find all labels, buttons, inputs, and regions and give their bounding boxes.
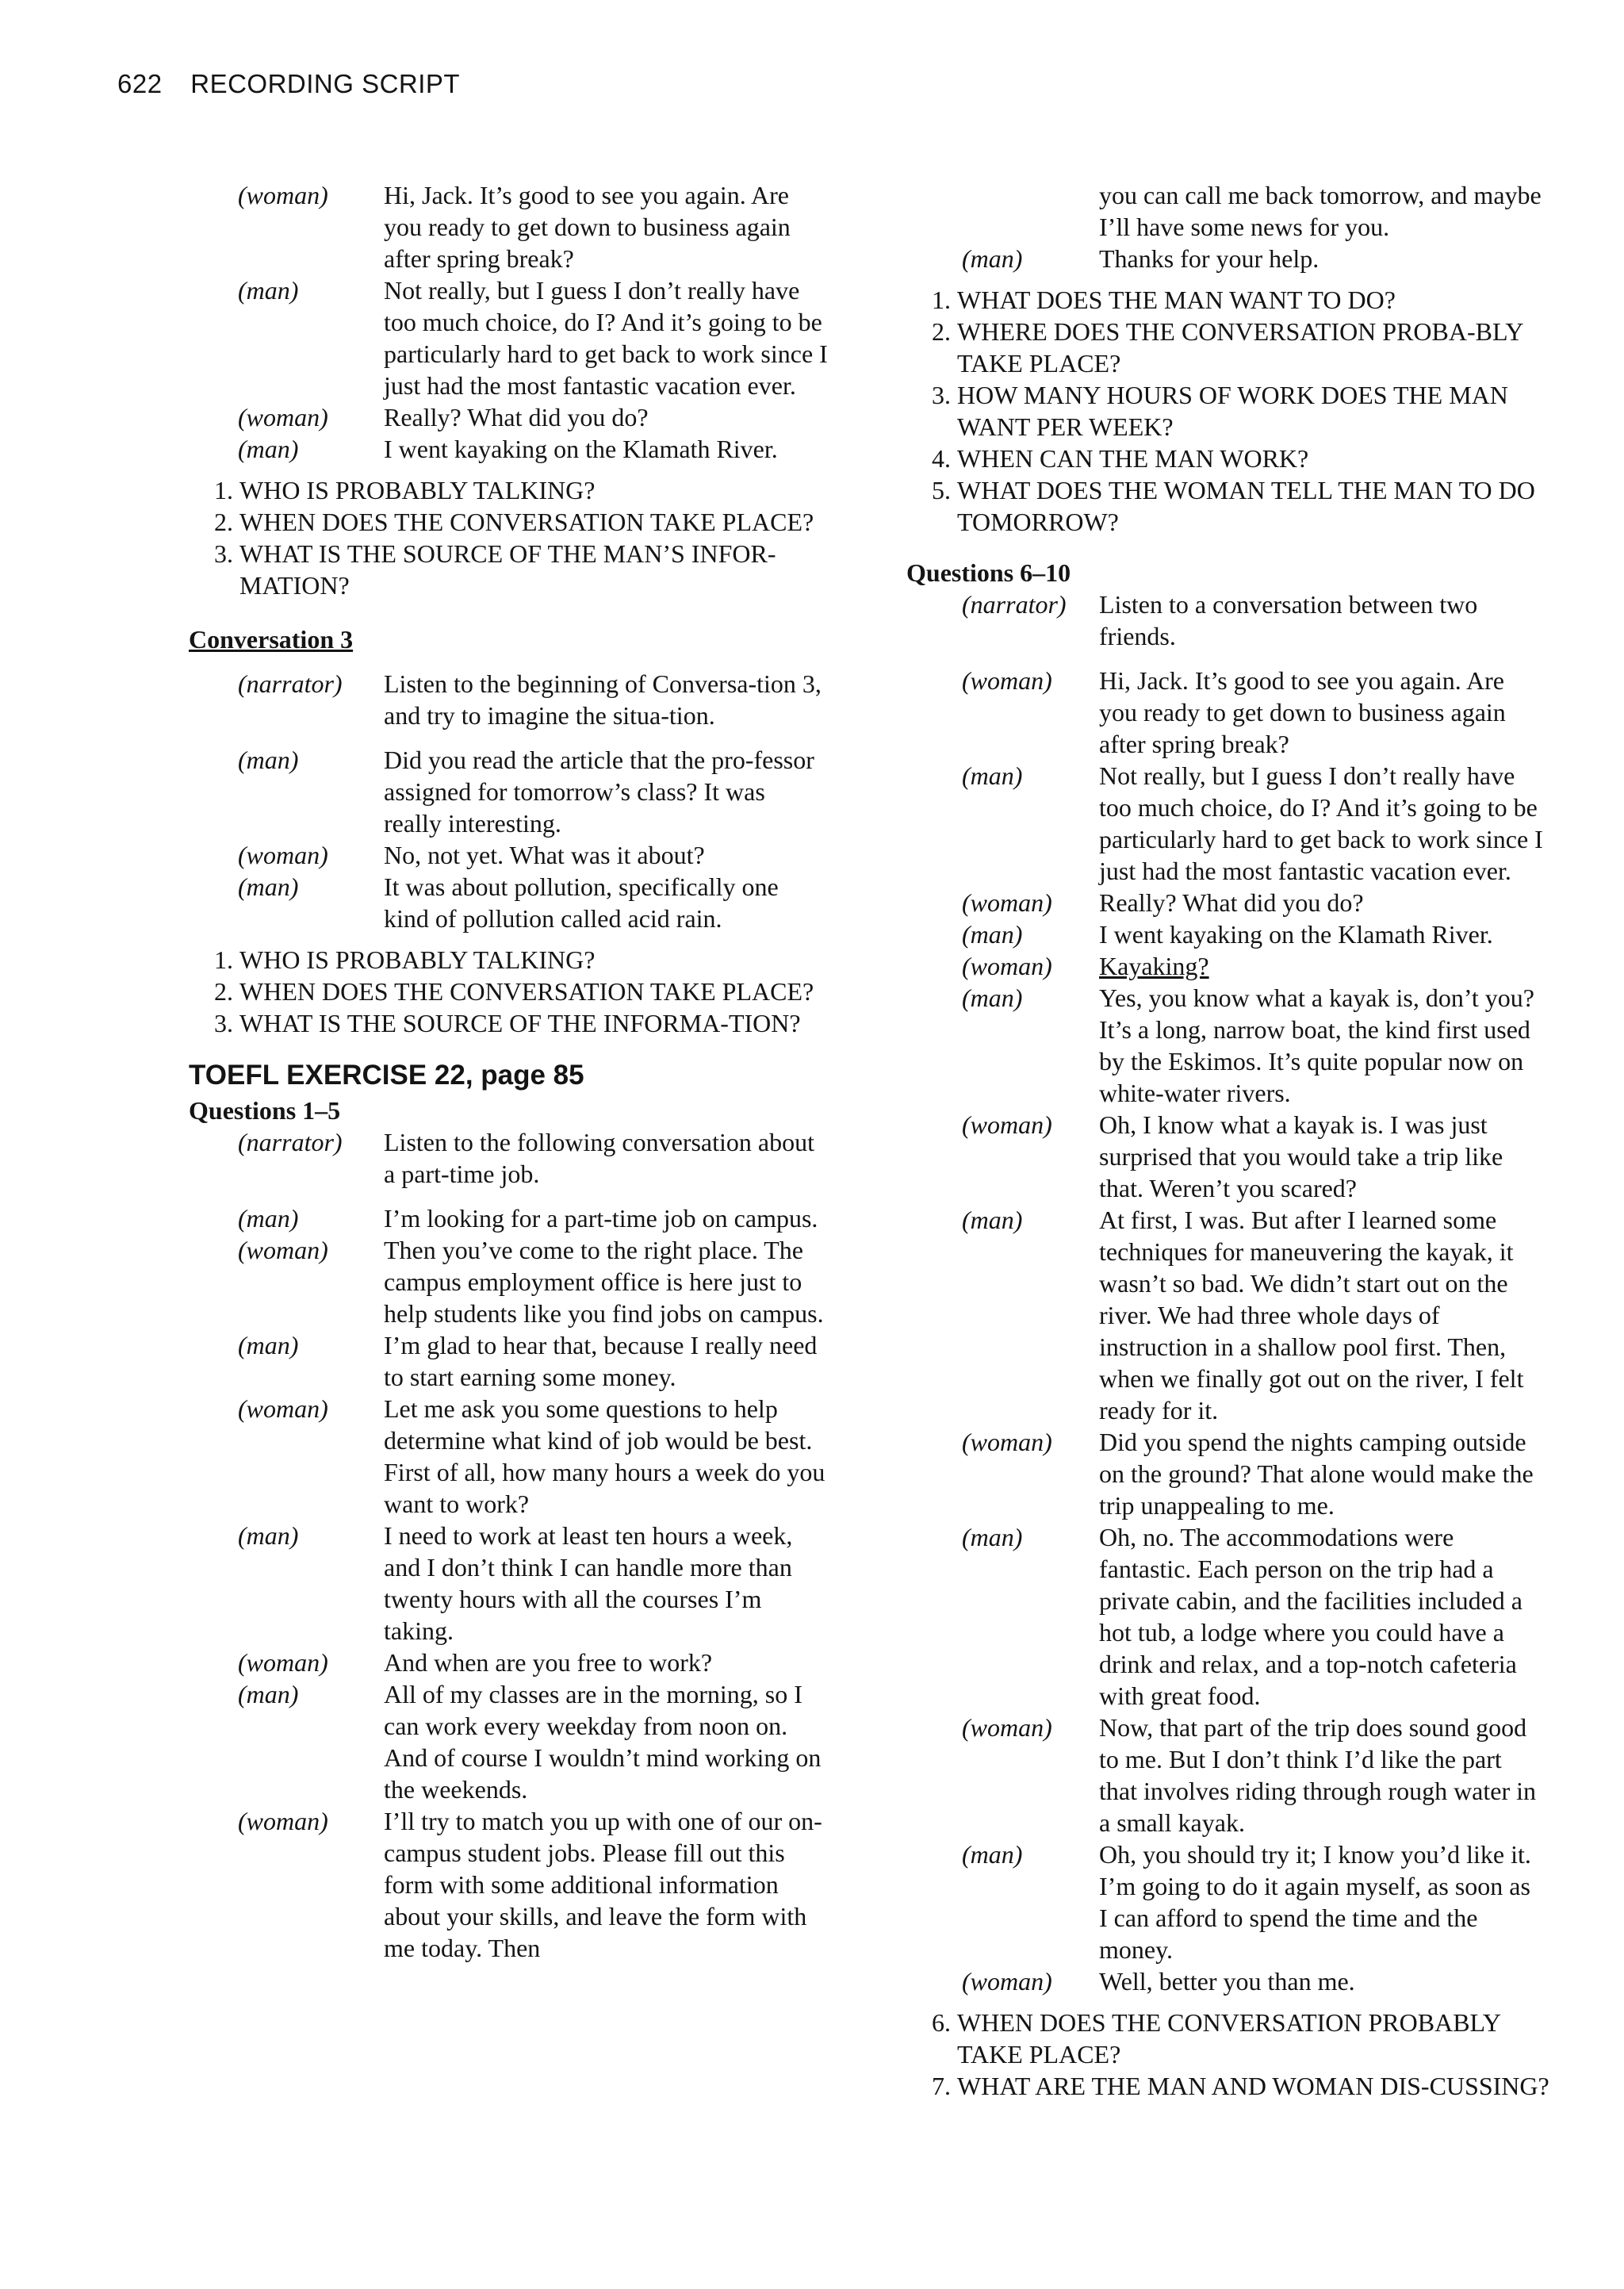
question-text: WHAT IS THE SOURCE OF THE INFORMA-TION? — [239, 1009, 801, 1037]
dialogue-line — [189, 668, 871, 731]
question-number: 3. — [214, 539, 233, 568]
page-number: 622 — [117, 69, 163, 98]
dialogue-text: Listen to a conversation between two friends. — [1099, 590, 1478, 650]
dialogue-line — [189, 1678, 871, 1805]
speaker-label: (man) — [238, 435, 299, 463]
dialogue-line — [189, 1647, 871, 1678]
dialogue-text: Kayaking? — [1099, 952, 1209, 980]
question-text: WHERE DOES THE CONVERSATION PROBA-BLY TAKE PLACE? — [957, 317, 1523, 378]
questions-1-5-list — [906, 284, 1588, 538]
speaker-label: (woman) — [962, 1110, 1052, 1139]
question-number: 7. — [932, 2072, 951, 2100]
dialogue-text: All of my classes are in the morning, so I can work every weekday from noon on. And of course I wouldn’t mind working on the weekends. — [384, 1680, 822, 1804]
speaker-label: (woman) — [962, 1967, 1052, 1996]
right-column — [906, 179, 1588, 2102]
speaker-label: (woman) — [238, 1807, 328, 1835]
question-item — [906, 316, 1588, 379]
question-number: 2. — [214, 977, 233, 1006]
question-item — [189, 1007, 871, 1039]
dialogue-line — [906, 1965, 1588, 1997]
question-text: WHEN DOES THE CONVERSATION TAKE PLACE? — [239, 977, 814, 1006]
conversation-3-lines — [189, 668, 871, 934]
dialogue-text: I need to work at least ten hours a week, and I don’t think I can handle more than twenty hours with all the courses I’m taking. — [384, 1521, 793, 1645]
question-text: WHAT DOES THE MAN WANT TO DO? — [957, 286, 1396, 314]
question-item — [189, 944, 871, 976]
speaker-label: (woman) — [238, 181, 328, 209]
question-number: 1. — [214, 945, 233, 974]
dialogue-line — [906, 950, 1588, 982]
dialogue-line — [189, 871, 871, 934]
question-item — [189, 506, 871, 538]
dialogue-line — [906, 1426, 1588, 1521]
dialogue-line — [906, 918, 1588, 950]
question-item — [906, 2070, 1588, 2102]
speaker-label: (woman) — [962, 888, 1052, 917]
dialogue-line — [906, 1204, 1588, 1426]
dialogue-text: Really? What did you do? — [1099, 888, 1364, 917]
page-header — [117, 68, 460, 100]
question-number: 1. — [214, 476, 233, 504]
question-number: 3. — [932, 381, 951, 409]
speaker-label: (woman) — [962, 1428, 1052, 1456]
questions-1-5-end-lines — [906, 243, 1588, 274]
speaker-label — [962, 179, 1099, 243]
questions-6-10-list — [906, 2007, 1588, 2102]
dialogue-text: Oh, no. The accommodations were fantastic. Each person on the trip had a private cabin, and the facilities included a hot tub, a lodge where you could have a drink and relax, and a top-notch cafeteria with great food. — [1099, 1523, 1522, 1710]
dialogue-text: Oh, you should try it; I know you’d like it. I’m going to do it again myself, as soon as I can afford to spend the time and the money. — [1099, 1840, 1531, 1964]
dialogue-line — [906, 760, 1588, 887]
speaker-label: (man) — [962, 761, 1023, 790]
question-number: 6. — [932, 2008, 951, 2037]
questions-1-5-heading: Questions 1–5 — [189, 1096, 341, 1125]
question-text: WHO IS PROBABLY TALKING? — [239, 476, 596, 504]
speaker-label: (woman) — [962, 666, 1052, 695]
questions-1-5-lines — [189, 1126, 871, 1964]
dialogue-text: Yes, you know what a kayak is, don’t you? It’s a long, narrow boat, the kind first used by the Eskimos. It’s quite popular now on white-water rivers. — [1099, 983, 1534, 1107]
dialogue-line — [189, 274, 871, 401]
question-number: 2. — [214, 508, 233, 536]
speaker-label: (woman) — [238, 1394, 328, 1423]
speaker-label: (man) — [962, 1840, 1023, 1869]
dialogue-text: I went kayaking on the Klamath River. — [384, 435, 778, 463]
speaker-label: (woman) — [238, 1236, 328, 1264]
question-item — [189, 538, 871, 601]
continuation-text: you can call me back tomorrow, and maybe I’ll have some news for you. — [1099, 181, 1542, 241]
speaker-label: (man) — [238, 1521, 299, 1550]
speaker-label: (woman) — [238, 1648, 328, 1677]
dialogue-text: It was about pollution, specifically one kind of pollution called acid rain. — [384, 872, 779, 933]
dialogue-text: And when are you free to work? — [384, 1648, 713, 1677]
speaker-label: (man) — [962, 1206, 1023, 1234]
question-item — [906, 379, 1588, 443]
question-text: WHAT DOES THE WOMAN TELL THE MAN TO DO TOMORROW? — [957, 476, 1535, 536]
question-text: WHAT IS THE SOURCE OF THE MAN’S INFOR-MATION? — [239, 539, 776, 600]
question-number: 5. — [932, 476, 951, 504]
left-column — [189, 179, 871, 1964]
dialogue-line — [189, 433, 871, 465]
dialogue-line — [906, 589, 1588, 652]
dialogue-text: Listen to the beginning of Conversa-tion 3, and try to imagine the situa-tion. — [384, 669, 822, 730]
speaker-label: (man) — [238, 1204, 299, 1233]
dialogue-text: Let me ask you some questions to help determine what kind of job would be best. First of all, how many hours a week do you want to work? — [384, 1394, 825, 1518]
dialogue-text: Did you spend the nights camping outside on the ground? That alone would make the trip unappealing to me. — [1099, 1428, 1534, 1520]
conversation-2-questions — [189, 474, 871, 601]
question-text: WHEN DOES THE CONVERSATION TAKE PLACE? — [239, 508, 814, 536]
exercise-heading: TOEFL EXERCISE 22, page 85 — [189, 1060, 584, 1091]
speaker-label: (man) — [238, 1680, 299, 1708]
question-number: 4. — [932, 444, 951, 473]
questions-6-10-heading: Questions 6–10 — [906, 558, 1071, 587]
dialogue-text: I went kayaking on the Klamath River. — [1099, 920, 1493, 949]
dialogue-line — [189, 1329, 871, 1393]
dialogue-text: No, not yet. What was it about? — [384, 841, 705, 869]
dialogue-text: Not really, but I guess I don’t really have too much choice, do I? And it’s going to be particularly hard to get back to work since I just had the most fantastic vacation ever. — [1099, 761, 1543, 885]
dialogue-line — [189, 1126, 871, 1190]
dialogue-line — [189, 1805, 871, 1964]
continuation-line — [906, 179, 1588, 243]
question-text: WHEN DOES THE CONVERSATION PROBABLY TAKE PLACE? — [957, 2008, 1500, 2069]
dialogue-text: Then you’ve come to the right place. The campus employment office is here just to help students like you find jobs on campus. — [384, 1236, 824, 1328]
dialogue-text: Hi, Jack. It’s good to see you again. Are you ready to get down to business again after spring break? — [1099, 666, 1506, 758]
dialogue-line — [189, 179, 871, 274]
question-item — [189, 474, 871, 506]
dialogue-line — [906, 1521, 1588, 1712]
speaker-label: (narrator) — [238, 669, 343, 698]
dialogue-text: Oh, I know what a kayak is. I was just surprised that you would take a trip like that. Weren’t you scared? — [1099, 1110, 1503, 1202]
speaker-label: (woman) — [962, 1713, 1052, 1742]
questions-6-10-lines — [906, 589, 1588, 1997]
dialogue-line — [906, 1712, 1588, 1838]
question-number: 3. — [214, 1009, 233, 1037]
speaker-label: (woman) — [238, 403, 328, 431]
speaker-label: (narrator) — [238, 1128, 343, 1156]
dialogue-line — [906, 982, 1588, 1109]
question-text: WHEN CAN THE MAN WORK? — [957, 444, 1309, 473]
page-title: RECORDING SCRIPT — [190, 69, 461, 98]
dialogue-text: At first, I was. But after I learned some techniques for maneuvering the kayak, it wasn’t so bad. We didn’t start out on the river. We had three whole days of instruction in a shallow pool first. Then, when we finally got out on the river, I felt ready for it. — [1099, 1206, 1524, 1424]
dialogue-line — [189, 1520, 871, 1647]
speaker-label: (man) — [962, 983, 1023, 1012]
speaker-label: (narrator) — [962, 590, 1067, 619]
question-text: WHO IS PROBABLY TALKING? — [239, 945, 596, 974]
question-item — [906, 284, 1588, 316]
dialogue-line — [189, 401, 871, 433]
speaker-label: (man) — [962, 244, 1023, 273]
speaker-label: (man) — [238, 746, 299, 774]
speaker-label: (man) — [962, 1523, 1023, 1551]
speaker-label: (woman) — [238, 841, 328, 869]
question-item — [906, 443, 1588, 474]
speaker-label: (man) — [962, 920, 1023, 949]
dialogue-text: Not really, but I guess I don’t really have too much choice, do I? And it’s going to be particularly hard to get back to work since I just had the most fantastic vacation ever. — [384, 276, 828, 400]
conversation-2-lines — [189, 179, 871, 465]
dialogue-line — [906, 1109, 1588, 1204]
dialogue-line — [189, 1234, 871, 1329]
question-number: 2. — [932, 317, 951, 346]
dialogue-text: I’ll try to match you up with one of our on-campus student jobs. Please fill out this form with some additional information about your skills, and leave the form with me today. Then — [384, 1807, 822, 1962]
question-number: 1. — [932, 286, 951, 314]
dialogue-text: Listen to the following conversation about a part-time job. — [384, 1128, 814, 1188]
conversation-3-heading-text: Conversation 3 — [189, 625, 354, 654]
speaker-label: (man) — [238, 276, 299, 305]
dialogue-line — [906, 887, 1588, 918]
speaker-label: (woman) — [962, 952, 1052, 980]
dialogue-text: I’m glad to hear that, because I really need to start earning some money. — [384, 1331, 818, 1391]
conversation-3-questions — [189, 944, 871, 1039]
dialogue-text: I’m looking for a part-time job on campus. — [384, 1204, 818, 1233]
dialogue-line — [906, 1838, 1588, 1965]
question-item — [189, 976, 871, 1007]
dialogue-text: Really? What did you do? — [384, 403, 649, 431]
conversation-3-heading — [189, 623, 871, 655]
speaker-label: (man) — [238, 1331, 299, 1359]
question-text: HOW MANY HOURS OF WORK DOES THE MAN WANT PER WEEK? — [957, 381, 1508, 441]
dialogue-text: Hi, Jack. It’s good to see you again. Are you ready to get down to business again after spring break? — [384, 181, 791, 273]
dialogue-line — [189, 1393, 871, 1520]
dialogue-text: Now, that part of the trip does sound good to me. But I don’t think I’d like the part that involves riding through rough water in a small kayak. — [1099, 1713, 1537, 1837]
dialogue-text: Thanks for your help. — [1099, 244, 1320, 273]
dialogue-line — [906, 665, 1588, 760]
dialogue-text: Did you read the article that the pro-fessor assigned for tomorrow’s class? It was really interesting. — [384, 746, 814, 838]
dialogue-line — [906, 243, 1588, 274]
dialogue-line — [189, 744, 871, 839]
speaker-label: (man) — [238, 872, 299, 901]
question-item — [906, 474, 1588, 538]
dialogue-text: Well, better you than me. — [1099, 1967, 1355, 1996]
dialogue-line — [189, 1202, 871, 1234]
question-item — [906, 2007, 1588, 2070]
dialogue-line — [189, 839, 871, 871]
question-text: WHAT ARE THE MAN AND WOMAN DIS-CUSSING? — [957, 2072, 1549, 2100]
